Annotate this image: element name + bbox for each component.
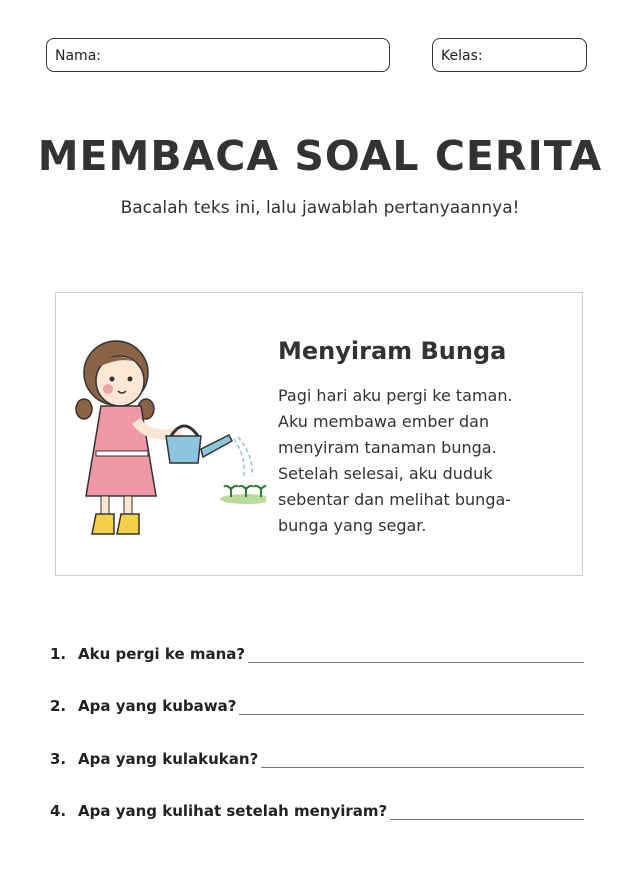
question-4: [50, 802, 584, 820]
story-line: Aku membawa ember dan: [278, 412, 490, 431]
question-text: Apa yang kulihat setelah menyiram?: [78, 802, 388, 820]
class-field[interactable]: [432, 38, 587, 72]
question-text: Apa yang kubawa?: [78, 697, 237, 715]
story-text: [278, 383, 568, 539]
answer-line[interactable]: [239, 702, 584, 715]
girl-watering-illustration: [66, 331, 266, 546]
page-subtitle: Bacalah teks ini, lalu jawablah pertanyaannya!: [120, 198, 520, 218]
question-number: 3.: [50, 750, 67, 768]
question-1: [50, 645, 584, 663]
question-number: 4.: [50, 802, 67, 820]
story-line: Pagi hari aku pergi ke taman.: [278, 386, 513, 405]
story-title: Menyiram Bunga: [278, 337, 507, 365]
answer-line[interactable]: [261, 755, 584, 768]
story-line: sebentar dan melihat bunga-: [278, 490, 512, 509]
story-line: bunga yang segar.: [278, 516, 427, 535]
answer-line[interactable]: [390, 807, 584, 820]
story-box: [55, 292, 583, 576]
question-2: [50, 697, 584, 715]
question-text: Aku pergi ke mana?: [78, 645, 246, 663]
class-label: Kelas:: [441, 48, 483, 64]
story-line: Setelah selesai, aku duduk: [278, 464, 493, 483]
name-label: Nama:: [55, 48, 101, 64]
question-text: Apa yang kulakukan?: [78, 750, 259, 768]
name-field[interactable]: [46, 38, 390, 72]
story-line: menyiram tanaman bunga.: [278, 438, 497, 457]
page-title: MEMBACA SOAL CERITA: [37, 132, 603, 180]
answer-line[interactable]: [248, 650, 584, 663]
question-number: 2.: [50, 697, 67, 715]
question-3: [50, 750, 584, 768]
question-number: 1.: [50, 645, 67, 663]
